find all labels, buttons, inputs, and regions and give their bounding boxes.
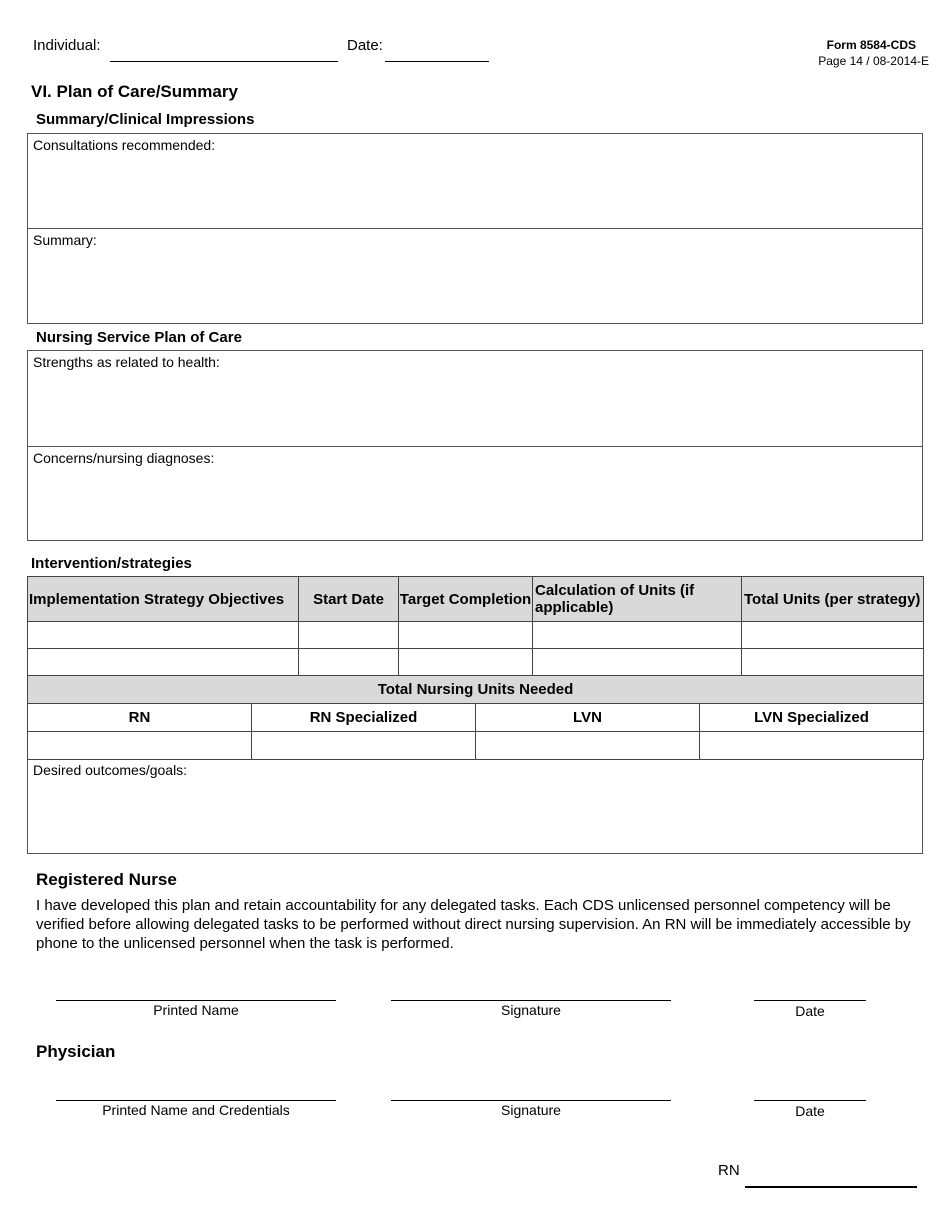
individual-field[interactable] <box>110 61 338 62</box>
physician-signature-field[interactable] <box>391 1100 671 1101</box>
lvn-specialized-units-cell[interactable] <box>700 732 924 760</box>
interventions-header-row <box>28 577 924 622</box>
summary-field[interactable] <box>28 229 922 323</box>
strengths-label: Strengths as related to health: <box>33 354 220 370</box>
objective-cell[interactable] <box>28 622 299 649</box>
rn-date-field[interactable] <box>754 1000 866 1001</box>
rn-printed-name-field[interactable] <box>56 1000 336 1001</box>
col-total-units-header: Total Units (per strategy) <box>742 577 924 622</box>
calculation-cell[interactable] <box>533 622 742 649</box>
individual-label: Individual: <box>33 37 101 54</box>
rn-initials-field[interactable] <box>745 1186 917 1188</box>
col-calculation-header: Calculation of Units (if applicable) <box>533 577 742 622</box>
strengths-field[interactable] <box>28 351 922 446</box>
date-field[interactable] <box>385 61 489 62</box>
unit-type-rn-specialized: RN Specialized <box>252 704 476 732</box>
summary-label: Summary: <box>33 232 97 248</box>
date-label: Date: <box>347 37 383 54</box>
form-number: Form 8584-CDS <box>826 38 916 52</box>
start-date-cell[interactable] <box>299 622 399 649</box>
interventions-table <box>27 576 924 677</box>
objective-cell[interactable] <box>28 649 299 677</box>
desired-outcomes-label: Desired outcomes/goals: <box>33 762 188 778</box>
consultations-label: Consultations recommended: <box>33 137 216 153</box>
physician-signature-label: Signature <box>501 1102 561 1118</box>
rn-signature-field[interactable] <box>391 1000 671 1001</box>
page-info: Page 14 / 08-2014-E <box>818 54 929 68</box>
rn-signature-label: Signature <box>501 1002 561 1018</box>
desired-outcomes-box[interactable] <box>27 759 923 854</box>
target-completion-cell[interactable] <box>399 622 533 649</box>
section-title: VI. Plan of Care/Summary <box>31 82 238 101</box>
rn-initials-label: RN <box>718 1162 740 1179</box>
col-objectives-header: Implementation Strategy Objectives <box>28 577 299 622</box>
rn-units-cell[interactable] <box>28 732 252 760</box>
interventions-title: Intervention/strategies <box>31 555 192 572</box>
physician-date-field[interactable] <box>754 1100 866 1101</box>
unit-type-lvn-specialized: LVN Specialized <box>700 704 924 732</box>
summary-section-title: Summary/Clinical Impressions <box>36 111 255 128</box>
registered-nurse-statement: I have developed this plan and retain accountability for any delegated tasks. Each CDS unlicensed personnel competency will be verified before allowing delegated tasks to be performed without direct nursing supervision. An RN will be immediately accessible by phone to the unlicensed personnel when the task is performed. <box>36 897 911 952</box>
nursing-section-title: Nursing Service Plan of Care <box>36 329 242 346</box>
registered-nurse-title: Registered Nurse <box>36 870 177 889</box>
calculation-cell[interactable] <box>533 649 742 677</box>
lvn-units-cell[interactable] <box>476 732 700 760</box>
total-units-table <box>27 675 924 760</box>
consultations-field[interactable] <box>28 134 922 228</box>
start-date-cell[interactable] <box>299 649 399 677</box>
physician-title: Physician <box>36 1042 116 1061</box>
rn-date-label: Date <box>795 1003 825 1019</box>
total-units-cell[interactable] <box>742 649 924 677</box>
total-units-cell[interactable] <box>742 622 924 649</box>
target-completion-cell[interactable] <box>399 649 533 677</box>
unit-type-rn: RN <box>28 704 252 732</box>
physician-printed-name-field[interactable] <box>56 1100 336 1101</box>
summary-box <box>27 133 923 324</box>
table-row <box>28 622 924 649</box>
col-start-date-header: Start Date <box>299 577 399 622</box>
rn-printed-name-label: Printed Name <box>153 1002 239 1018</box>
nursing-box <box>27 350 923 541</box>
concerns-label: Concerns/nursing diagnoses: <box>33 450 215 466</box>
unit-type-lvn: LVN <box>476 704 700 732</box>
total-units-needed-label: Total Nursing Units Needed <box>28 676 924 704</box>
col-target-completion-header: Target Completion <box>399 577 533 622</box>
physician-date-label: Date <box>795 1103 825 1119</box>
table-row <box>28 649 924 677</box>
rn-specialized-units-cell[interactable] <box>252 732 476 760</box>
physician-printed-name-label: Printed Name and Credentials <box>102 1102 290 1118</box>
concerns-field[interactable] <box>28 447 922 540</box>
